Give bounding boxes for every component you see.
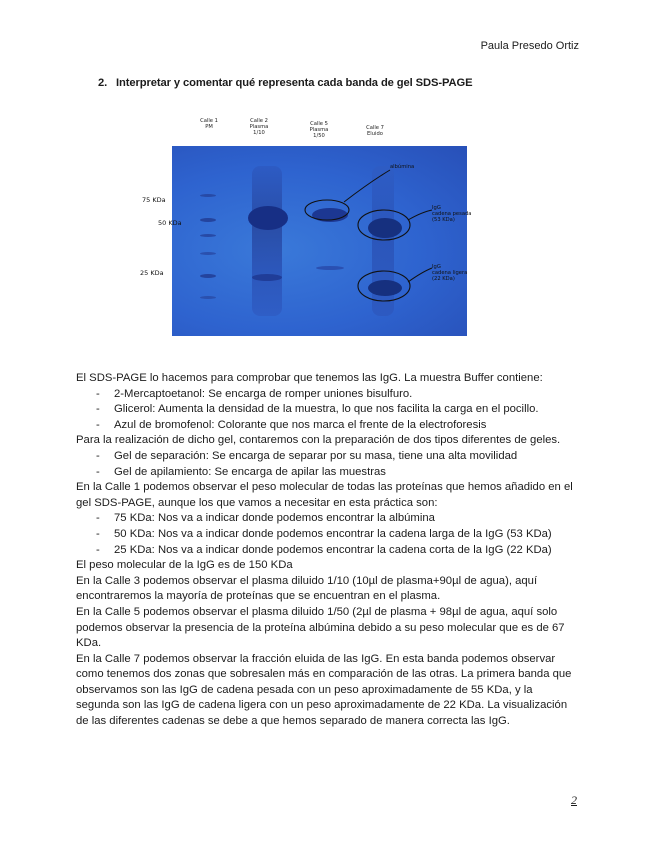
page-number: 2 xyxy=(571,793,577,807)
section-title: Interpretar y comentar qué representa cada banda de gel SDS-PAGE xyxy=(116,77,473,89)
list-item: - 50 KDa: Nos va a indicar donde podemos encontrar la cadena larga de la IgG (53 KDa) xyxy=(76,527,576,543)
paragraph: El SDS-PAGE lo hacemos para comprobar que tenemos las IgG. La muestra Buffer contiene: xyxy=(76,372,543,384)
list-item: - Azul de bromofenol: Colorante que nos marca el frente de la electroforesis xyxy=(76,418,576,434)
gel-figure xyxy=(140,112,480,337)
body-text xyxy=(76,371,576,730)
list-item: - Gel de separación: Se encarga de separar por su masa, tiene una alta movilidad xyxy=(76,449,576,465)
list-item: - Glicerol: Aumenta la densidad de la muestra, lo que nos facilita la carga en el pocillo. xyxy=(76,402,576,418)
molecular-weights-list xyxy=(76,511,576,558)
lane-label-3: Calle 5 Plasma 1/50 xyxy=(309,121,329,139)
paragraph: En la Calle 1 podemos observar el peso molecular de todas las proteínas que hemos añadido en el gel SDS-PAGE, aunque los que vamos a necesitar en esta práctica son: xyxy=(76,481,573,509)
gel-types-list xyxy=(76,449,576,480)
paragraph: En la Calle 7 podemos observar la fracción eluida de las IgG. En esta banda podemos observar como tenemos dos zonas que sobresalen más en comparación de las otras. La primera banda que observamos son las IgG de cadena pesada con un peso aproximadamente de 55 KDa, y la segunda son las IgG de cadena ligera con un peso aproximadamente de 22 KDa. La visualización de las diferentes cadenas se debe a que hemos separado de manera correcta las IgG. xyxy=(76,652,572,728)
paragraph: El peso molecular de la IgG es de 150 KDa xyxy=(76,559,293,572)
paragraph: En la Calle 3 podemos observar el plasma diluido 1/10 (10µl de plasma+90µl de agua), aquí encontraremos la mayoría de proteínas que se encuentran en el plasma. xyxy=(76,574,538,603)
section-number: 2. xyxy=(98,77,108,89)
list-item: - Gel de apilamiento: Se encarga de apilar las muestras xyxy=(76,465,576,481)
buffer-components-list xyxy=(76,387,576,434)
lane-label-2: Calle 2 Plasma 1/10 xyxy=(249,118,269,136)
section-heading xyxy=(98,77,472,89)
annotation-heavy-chain: IgG cadena pesada (53 KDa) xyxy=(432,205,472,223)
list-item: - 25 KDa: Nos va a indicar donde podemos encontrar la cadena corta de la IgG (22 KDa) xyxy=(76,543,576,559)
mw-marker-75: 75 KDa xyxy=(142,196,166,204)
mw-marker-50: 50 KDa xyxy=(158,219,182,227)
mw-marker-25: 25 KDa xyxy=(140,269,164,277)
lane-label-1: Calle 1 PM xyxy=(200,118,218,130)
paragraph: Para la realización de dicho gel, contaremos con la preparación de dos tipos diferentes de geles. xyxy=(76,434,561,447)
lane-label-4: Calle 7 Eluido xyxy=(366,125,384,137)
paragraph: En la Calle 5 podemos observar el plasma diluido 1/50 (2µl de plasma + 98µl de agua, aquí solo podemos observar la presencia de la proteína albúmina debido a su peso molecular que es de 67 KDa. xyxy=(76,605,565,650)
header-author: Paula Presedo Ortiz xyxy=(480,40,579,52)
annotation-light-chain: IgG cadena ligera (22 KDa) xyxy=(432,264,468,282)
list-item: - 75 KDa: Nos va a indicar donde podemos encontrar la albúmina xyxy=(76,511,576,527)
annotation-albumin: albúmina xyxy=(390,164,415,170)
annotation-drawing xyxy=(160,112,480,337)
list-item: - 2-Mercaptoetanol: Se encarga de romper uniones bisulfuro. xyxy=(76,387,576,403)
